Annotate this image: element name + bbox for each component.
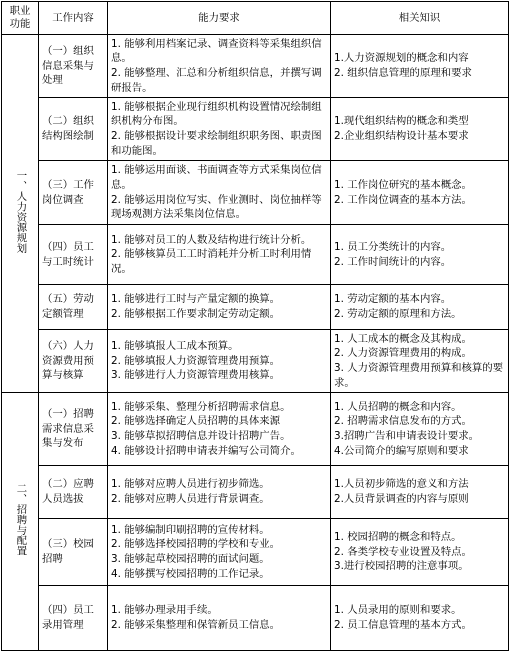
knowledge-item: 1. 人工成本的概念及其构成。 <box>334 332 472 345</box>
knowledge-item: 2. 劳动定额的原理和方法。 <box>334 308 462 320</box>
knowledge-item: 1.现代组织结构的概念和类型 <box>334 115 469 128</box>
work-content-cell: （二）应聘人员选拔 <box>39 466 108 519</box>
header-row <box>2 2 509 35</box>
ability-item: 3. 能够草拟招聘信息并设计招聘广告。 <box>111 430 291 442</box>
ability-item: 3. 能够起草校园招聘的面试问题。 <box>111 553 270 565</box>
ability-cell <box>108 586 331 651</box>
ability-item: 1. 能够对员工的人数及结构进行统计分析。 <box>111 233 312 246</box>
table-row <box>2 466 509 519</box>
ability-item: 4. 能够撰写校园招聘的工作记录。 <box>111 567 270 580</box>
header-function-line1: 职业 <box>9 5 31 17</box>
knowledge-item: 2. 工作时间统计的内容。 <box>334 255 452 268</box>
ability-item: 3. 能够进行人力资源管理费用核算。 <box>111 369 281 382</box>
ability-item: 2. 能够运用岗位写实、作业测时、岗位抽样等现场观测方法采集岗位信息。 <box>111 193 322 221</box>
work-content-cell: （一）组织信息采集与处理 <box>39 35 108 98</box>
knowledge-item: 2.人员背景调查的内容与原则 <box>334 493 469 505</box>
table-row <box>2 519 509 586</box>
knowledge-item: 1. 员工分类统计的内容。 <box>334 240 452 253</box>
header-function-line2: 功能 <box>9 18 31 30</box>
table-row <box>2 225 509 285</box>
knowledge-cell <box>331 161 509 225</box>
ability-item: 1. 能够填报人工成本预算。 <box>111 340 239 353</box>
ability-item: 2. 能够根据设计要求绘制组织职务图、职责图和功能图。 <box>111 130 322 157</box>
knowledge-item: 4.公司简介的编写原则和要求 <box>334 444 469 457</box>
ability-cell <box>108 285 331 330</box>
ability-item: 2. 能够对应聘人员进行背景调查。 <box>111 493 270 505</box>
section-title-text: 一、人力资源规划 <box>14 169 27 253</box>
knowledge-cell <box>331 519 509 586</box>
work-content-cell: （四）员工与工时统计 <box>39 225 108 285</box>
knowledge-cell <box>331 330 509 393</box>
knowledge-item: 2. 人力资源管理费用的构成。 <box>334 347 472 360</box>
ability-item: 2. 能够选择校园招聘的学校和专业。 <box>111 538 281 551</box>
work-content-cell: （三）校园招聘 <box>39 519 108 586</box>
table-row <box>2 330 509 393</box>
knowledge-cell <box>331 466 509 519</box>
header-content: 工作内容 <box>39 2 108 35</box>
section-title <box>2 393 39 651</box>
ability-cell <box>108 330 331 393</box>
knowledge-cell <box>331 586 509 651</box>
table-row <box>2 586 509 651</box>
ability-item: 2. 能够采集整理和保管新员工信息。 <box>111 619 281 631</box>
ability-item: 2. 能够整理、汇总和分析组织信息，并撰写调研报告。 <box>111 67 322 94</box>
ability-item: 2. 能够核算员工工时消耗并分析工时利用情况。 <box>111 248 312 275</box>
ability-item: 4. 能够设计招聘申请表并编写公司简介。 <box>111 444 301 457</box>
ability-item: 1. 能够编制印刷招聘的宣传材料。 <box>111 523 270 536</box>
section-title <box>2 35 39 393</box>
work-content-cell: （二）组织结构图绘制 <box>39 98 108 161</box>
knowledge-item: 3.招聘广告和申请表设计要求。 <box>334 430 479 442</box>
knowledge-item: 1.人力资源规划的概念和内容 <box>334 52 469 65</box>
work-content-cell: （四）员工录用管理 <box>39 586 108 651</box>
knowledge-item: 2.企业组织结构设计基本要求 <box>334 130 469 142</box>
work-content-cell: （三）工作岗位调查 <box>39 161 108 225</box>
work-content-cell: （六）人力资源费用预算与核算 <box>39 330 108 393</box>
table-row <box>2 98 509 161</box>
knowledge-cell <box>331 35 509 98</box>
knowledge-item: 1. 校园招聘的概念和特点。 <box>334 531 462 544</box>
ability-cell <box>108 98 331 161</box>
knowledge-item: 3. 人力资源管理费用预算和核算的要求。 <box>334 362 504 389</box>
ability-item: 1. 能够利用档案记录、调查资料等采集组织信息。 <box>111 37 322 65</box>
ability-cell <box>108 519 331 586</box>
ability-cell <box>108 161 331 225</box>
knowledge-cell <box>331 393 509 466</box>
ability-item: 1. 能够进行工时与产量定额的换算。 <box>111 293 281 306</box>
knowledge-item: 1. 人员录用的原则和要求。 <box>334 604 462 617</box>
ability-cell <box>108 35 331 98</box>
ability-cell <box>108 225 331 285</box>
ability-item: 1. 能够办理录用手续。 <box>111 604 218 617</box>
ability-item: 2. 能够根据工作要求制定劳动定额。 <box>111 308 281 320</box>
section-title-text: 二、招聘与配置 <box>14 482 27 556</box>
knowledge-item: 1. 工作岗位研究的基本概念。 <box>334 178 472 191</box>
table-row <box>2 285 509 330</box>
ability-item: 2. 能够填报人力资源管理费用预算。 <box>111 354 281 367</box>
knowledge-item: 1. 人员招聘的概念和内容。 <box>334 400 462 413</box>
ability-item: 1. 能够根据企业现行组织机构设置情况绘制组织机构分布图。 <box>111 100 322 128</box>
knowledge-item: 2. 员工信息管理的基本方式。 <box>334 619 472 631</box>
header-ability: 能力要求 <box>108 2 331 35</box>
knowledge-item: 2. 招聘需求信息发布的方式。 <box>334 415 472 428</box>
table-row <box>2 393 509 466</box>
work-content-cell: （一）招聘需求信息采集与发布 <box>39 393 108 466</box>
header-knowledge: 相关知识 <box>331 2 509 35</box>
knowledge-cell <box>331 285 509 330</box>
knowledge-item: 1.人员初步筛选的意义和方法 <box>334 478 469 491</box>
knowledge-item: 2. 组织信息管理的原理和要求 <box>334 67 472 79</box>
knowledge-item: 3.进行校园招聘的注意事项。 <box>334 560 469 573</box>
ability-item: 2. 能够选择确定人员招聘的具体来源 <box>111 415 281 428</box>
ability-item: 1. 能够运用面谈、书面调查等方式采集岗位信息。 <box>111 164 322 191</box>
header-function <box>2 2 39 35</box>
knowledge-cell <box>331 98 509 161</box>
knowledge-cell <box>331 225 509 285</box>
ability-item: 1. 能够采集、整理分析招聘需求信息。 <box>111 400 291 413</box>
knowledge-item: 2. 工作岗位调查的基本方法。 <box>334 193 472 206</box>
work-content-cell: （五）劳动定额管理 <box>39 285 108 330</box>
ability-item: 1. 能够对应聘人员进行初步筛选。 <box>111 478 270 491</box>
table-row <box>2 161 509 225</box>
table-row <box>2 35 509 98</box>
occupational-standard-table <box>1 1 509 651</box>
knowledge-item: 1. 劳动定额的基本内容。 <box>334 293 452 306</box>
ability-cell <box>108 393 331 466</box>
knowledge-item: 2. 各类学校专业设置及特点。 <box>334 545 472 558</box>
ability-cell <box>108 466 331 519</box>
